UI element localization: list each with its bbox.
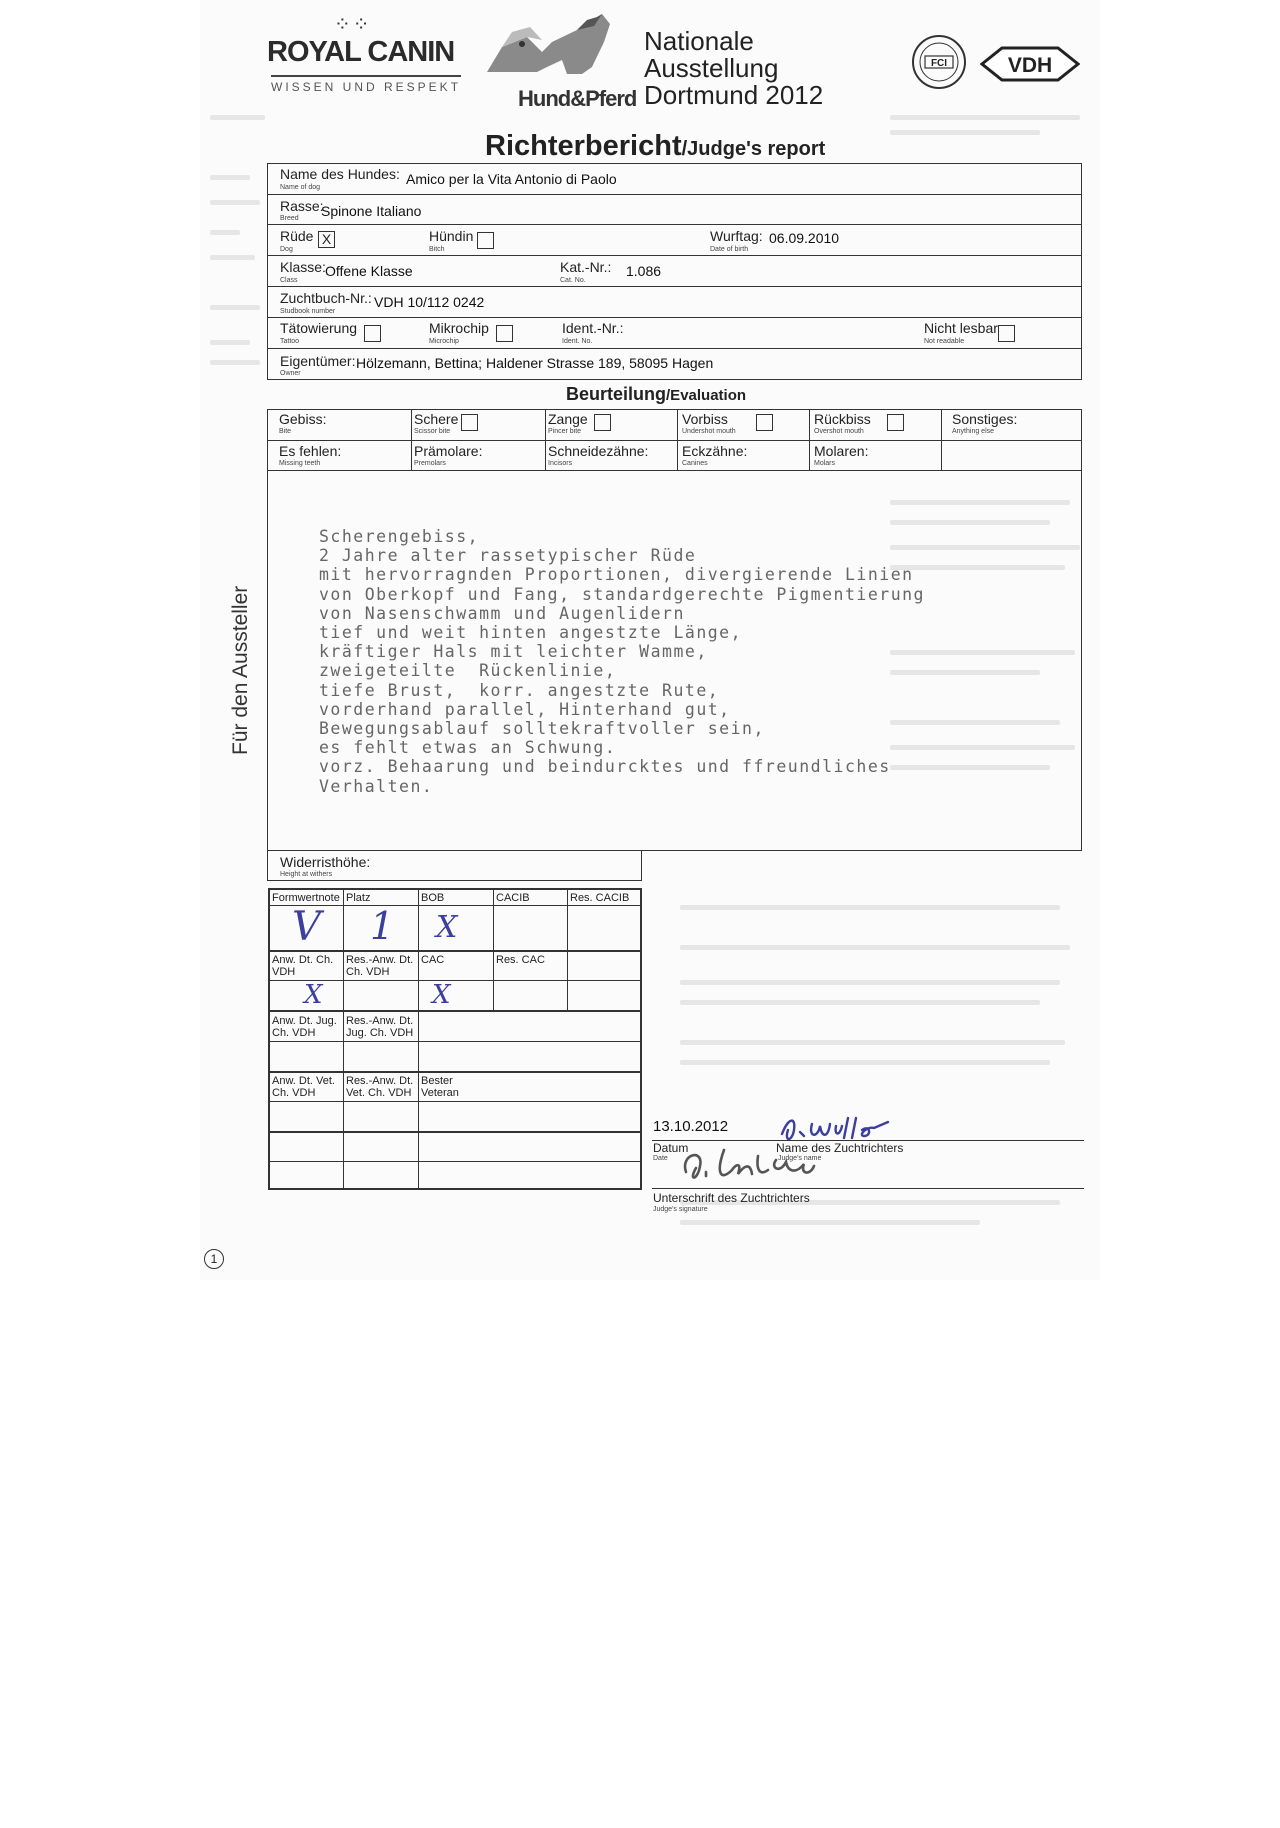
- chip-checkbox[interactable]: [496, 325, 513, 342]
- undershot-label-en: Undershot mouth: [682, 428, 736, 435]
- grade-header: Formwertnote: [272, 892, 340, 904]
- cacib-header: CACIB: [496, 892, 530, 904]
- male-label-en: Dog: [280, 246, 293, 253]
- vet-header: Anw. Dt. Vet. Ch. VDH: [272, 1075, 335, 1099]
- other-label: Sonstiges:: [952, 411, 1018, 427]
- grid-h5: [270, 1041, 640, 1042]
- teeth-col-2: [545, 410, 546, 470]
- vdh-logo: [980, 46, 1080, 82]
- cat-label: Kat.-Nr.:: [560, 259, 612, 275]
- owner-label: Eigentümer:: [280, 353, 356, 369]
- incisors-label: Schneidezähne:: [548, 443, 649, 459]
- teeth-col-3: [677, 410, 678, 470]
- place-value: 1: [370, 904, 395, 948]
- row-breed: [268, 195, 1081, 225]
- dtch-mark: X: [304, 980, 323, 1010]
- results-grid: [268, 888, 642, 1190]
- overshot-checkbox[interactable]: [887, 414, 904, 431]
- res-vet-header: Res.-Anw. Dt. Vet. Ch. VDH: [346, 1075, 414, 1099]
- res-cacib-header: Res. CACIB: [570, 892, 630, 904]
- class-label: Klasse:: [280, 259, 326, 275]
- grid-h3: [270, 980, 640, 981]
- class-label-en: Class: [280, 277, 298, 284]
- place-header: Platz: [346, 892, 371, 904]
- scissor-checkbox[interactable]: [461, 414, 478, 431]
- grade-value: V: [292, 904, 321, 950]
- row-class: [268, 256, 1081, 287]
- evaluation-text-line: tiefe Brust, korr. angestzte Rute,: [319, 680, 720, 700]
- grid-v4: [567, 890, 568, 1010]
- fci-logo: [911, 34, 967, 90]
- event-line-2: Ausstellung: [644, 53, 779, 83]
- judge-name-label: Name des Zuchtrichters: [776, 1141, 904, 1155]
- evaluation-text-line: vorderhand parallel, Hinterhand gut,: [319, 699, 731, 719]
- sponsor-name: ROYAL CANIN: [267, 36, 455, 68]
- grid-v3: [493, 890, 494, 1010]
- withers-box: [267, 851, 642, 881]
- crown-icon: ⁘⁘: [334, 12, 372, 36]
- dtch-header: Anw. Dt. Ch. VDH: [272, 954, 334, 978]
- undershot-label: Vorbiss: [682, 411, 728, 427]
- tattoo-checkbox[interactable]: [364, 325, 381, 342]
- grid-h1: [270, 905, 640, 906]
- judge-name-label-en: Judge's name: [778, 1155, 822, 1162]
- dog-name-value: Amico per la Vita Antonio di Paolo: [406, 171, 617, 187]
- row-dog-name: [268, 164, 1081, 195]
- event-title: [644, 28, 823, 109]
- premolars-label-en: Premolars: [414, 460, 446, 467]
- report-title-en: /Judge's report: [681, 138, 826, 160]
- studbook-label: Zuchtbuch-Nr.:: [280, 290, 372, 306]
- row-studbook: [268, 287, 1081, 318]
- dog-name-label-en: Name of dog: [280, 184, 321, 191]
- cat-value: 1.086: [626, 263, 662, 279]
- chip-label: Mikrochip: [429, 320, 489, 336]
- incisors-label-en: Incisors: [548, 460, 573, 467]
- bite-label: Gebiss:: [279, 411, 327, 427]
- other-label-en: Anything else: [952, 428, 995, 435]
- signature-scribble-icon: [676, 1142, 826, 1186]
- evaluation-text-line: kräftiger Hals mit leichter Wamme,: [319, 642, 708, 662]
- studbook-label-en: Studbook number: [280, 308, 336, 315]
- evaluation-text-line: Bewegungsablauf solltekraftvoller sein,: [319, 719, 765, 739]
- res-cac-header: Res. CAC: [496, 954, 545, 966]
- breed-value: Spinone Italiano: [321, 203, 422, 219]
- ident-label: Ident.-Nr.:: [562, 320, 624, 336]
- evaluation-text-line: Verhalten.: [319, 776, 434, 796]
- undershot-checkbox[interactable]: [756, 414, 773, 431]
- fci-emblem-icon: [911, 34, 967, 90]
- evaluation-text-line: tief und weit hinten angestzte Länge,: [319, 623, 743, 643]
- female-label-en: Bitch: [429, 246, 445, 253]
- evaluation-text-line: es fehlt etwas an Schwung.: [319, 738, 617, 758]
- grid-h6: [270, 1071, 640, 1073]
- unreadable-label: Nicht lesbar: [924, 320, 998, 336]
- sponsor-tagline: WISSEN UND RESPEKT: [271, 75, 461, 94]
- grid-h2: [270, 950, 640, 952]
- page-number-badge: 1: [204, 1249, 224, 1269]
- cac-header: CAC: [421, 954, 445, 966]
- res-dtch-header: Res.-Anw. Dt. Ch. VDH: [346, 954, 414, 978]
- breed-label: Rasse:: [280, 198, 324, 214]
- teeth-divider: [268, 440, 1081, 441]
- scissor-label: Schere: [414, 411, 459, 427]
- studbook-value: VDH 10/112 0242: [374, 294, 485, 310]
- breed-label-en: Breed: [280, 215, 299, 222]
- teeth-col-1: [411, 410, 412, 470]
- premolars-label: Prämolare:: [414, 443, 483, 459]
- dob-value: 06.09.2010: [769, 230, 840, 246]
- vdh-label: VDH: [1007, 54, 1053, 77]
- date-label-en: Date: [653, 1155, 668, 1162]
- teeth-col-5: [941, 410, 942, 470]
- signature-line: [652, 1188, 1084, 1189]
- tattoo-label: Tätowierung: [280, 320, 358, 336]
- report-title-de: Richterbericht: [485, 130, 682, 162]
- partner-logo-text: Hund&Pferd: [518, 86, 637, 111]
- pincer-label-en: Pincer bite: [548, 428, 582, 435]
- grid-h9: [270, 1161, 640, 1162]
- unreadable-label-en: Not readable: [924, 338, 965, 345]
- evaluation-text-line: mit hervorragnden Proportionen, divergierende Linien: [319, 565, 914, 585]
- judge-signature: [676, 1142, 826, 1191]
- chip-label-en: Microchip: [429, 338, 459, 345]
- cac-mark: X: [432, 980, 451, 1010]
- res-jug-header: Res.-Anw. Dt. Jug. Ch. VDH: [346, 1015, 414, 1039]
- owner-label-en: Owner: [280, 370, 301, 377]
- hund-pferd-logo: [482, 12, 637, 112]
- molars-label: Molaren:: [814, 443, 869, 459]
- canines-label: Eckzähne:: [682, 443, 748, 459]
- evaluation-title-de: Beurteilung: [566, 384, 667, 404]
- canines-label-en: Canines: [682, 460, 708, 467]
- evaluation-title-en: /Evaluation: [666, 387, 747, 404]
- judge-signature-label-en: Judge's signature: [653, 1206, 708, 1213]
- male-checkbox[interactable]: X: [318, 231, 335, 248]
- bob-mark: X: [436, 910, 458, 945]
- unreadable-checkbox[interactable]: [998, 325, 1015, 342]
- report-title: [485, 130, 825, 163]
- grid-v1: [343, 890, 344, 1188]
- overshot-label: Rückbiss: [814, 411, 871, 427]
- molars-label-en: Molars: [814, 460, 836, 467]
- evaluation-text-line: vorz. Behaarung und beindurcktes und ffreundliches: [319, 757, 891, 777]
- pincer-label: Zange: [548, 411, 588, 427]
- evaluation-text: [319, 527, 925, 796]
- date-label: Datum: [653, 1141, 689, 1155]
- evaluation-text-line: 2 Jahre alter rassetypischer Rüde: [319, 546, 697, 566]
- teeth-col-4: [809, 410, 810, 470]
- row-sex: [268, 225, 1081, 256]
- bite-label-en: Bite: [279, 428, 292, 435]
- evaluation-text-line: von Oberkopf und Fang, standardgerechte Pigmentierung: [319, 584, 925, 604]
- female-checkbox[interactable]: [477, 232, 494, 249]
- male-label: Rüde: [280, 228, 314, 244]
- dog-horse-icon: [482, 12, 622, 87]
- jug-header: Anw. Dt. Jug. Ch. VDH: [272, 1015, 337, 1039]
- evaluation-title: [566, 384, 746, 405]
- missing-label: Es fehlen:: [279, 443, 342, 459]
- row-identification: [268, 318, 1081, 349]
- female-label: Hündin: [429, 228, 474, 244]
- bob-header: BOB: [421, 892, 445, 904]
- dog-data-form: [267, 163, 1082, 380]
- grid-h4: [270, 1010, 640, 1012]
- fci-label: FCI: [930, 58, 948, 69]
- event-line-3: Dortmund 2012: [644, 80, 824, 110]
- class-value: Offene Klasse: [325, 263, 413, 279]
- royal-canin-logo: [262, 12, 462, 92]
- tattoo-label-en: Tattoo: [280, 338, 300, 345]
- dob-label: Wurftag:: [710, 228, 763, 244]
- owner-value: Hölzemann, Bettina; Haldener Strasse 189, 58095 Hagen: [356, 355, 714, 371]
- grid-v2: [418, 890, 419, 1188]
- cat-label-en: Cat. No.: [560, 277, 586, 284]
- ident-label-en: Ident. No.: [562, 338, 593, 345]
- missing-label-en: Missing teeth: [279, 460, 321, 467]
- row-owner: [268, 349, 1081, 379]
- exhibitor-side-label: Für den Aussteller: [229, 585, 252, 755]
- best-veteran-header: Bester Veteran: [421, 1075, 459, 1099]
- withers-label-en: Height at withers: [280, 871, 333, 878]
- scissor-label-en: Scissor bite: [414, 428, 451, 435]
- date-value: 13.10.2012: [653, 1118, 729, 1135]
- evaluation-text-line: zweigeteilte Rückenlinie,: [319, 661, 617, 681]
- grid-h8: [270, 1131, 640, 1133]
- event-line-1: Nationale: [644, 26, 754, 56]
- judge-signature-label: Unterschrift des Zuchtrichters: [653, 1191, 810, 1205]
- vdh-emblem-icon: [980, 46, 1080, 82]
- pincer-checkbox[interactable]: [594, 414, 611, 431]
- overshot-label-en: Overshot mouth: [814, 428, 864, 435]
- evaluation-text-line: von Nasenschwamm und Augenlidern: [319, 603, 685, 623]
- dob-label-en: Date of birth: [710, 246, 749, 253]
- grid-h7: [270, 1101, 640, 1102]
- dog-name-label: Name des Hundes:: [280, 166, 400, 182]
- evaluation-text-line: Scherengebiss,: [319, 527, 480, 546]
- withers-label: Widerristhöhe:: [280, 854, 371, 870]
- teeth-table: [267, 409, 1082, 471]
